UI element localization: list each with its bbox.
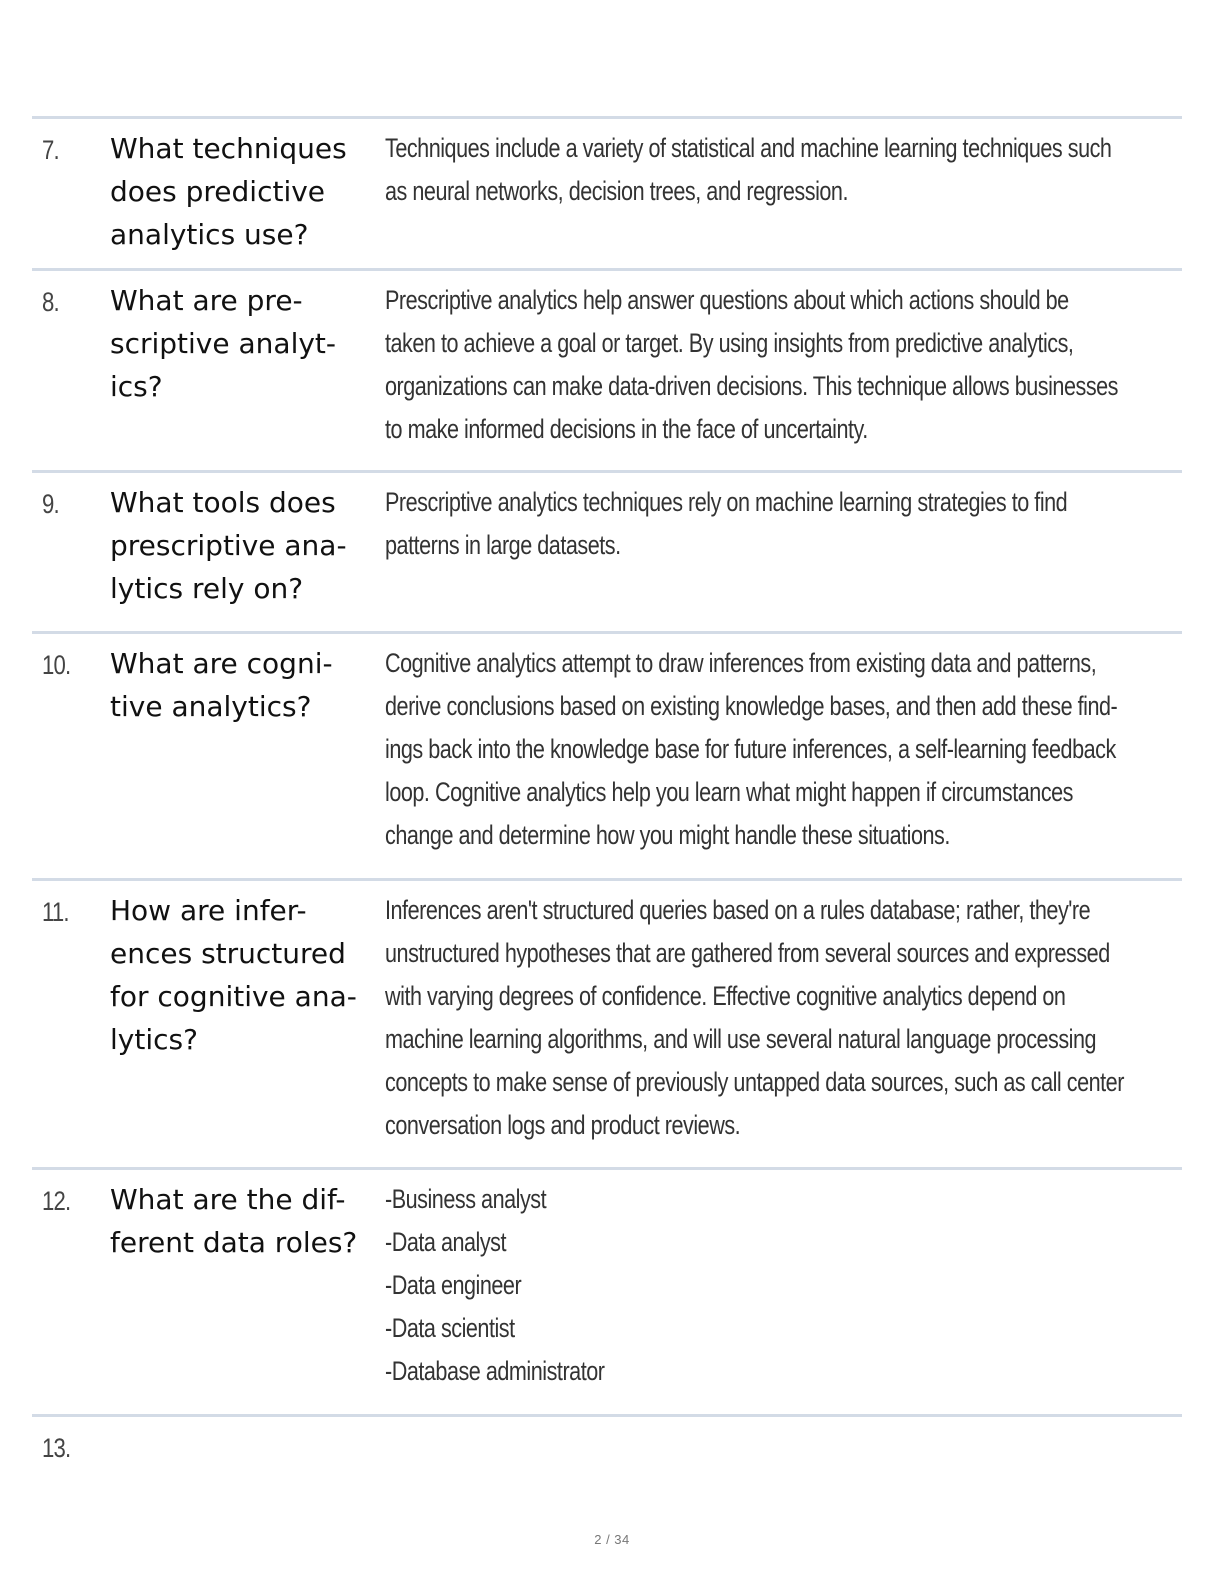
faq-row xyxy=(32,634,1182,881)
faq-table xyxy=(32,116,1182,1497)
question-number: 13. xyxy=(42,1433,71,1463)
question-text: What techniques does predictive analytics use? xyxy=(110,132,347,251)
question-number: 8. xyxy=(42,287,59,317)
question-text: How are infer- ences structured for cognitive ana- lytics? xyxy=(110,894,357,1056)
faq-row xyxy=(32,271,1182,473)
faq-row xyxy=(32,473,1182,634)
question-number: 12. xyxy=(42,1186,71,1216)
answer-text: Cognitive analytics attempt to draw inferences from existing data and patterns, derive conclusions based on existing knowledge bases, and then add these find- ings back into the knowledge base for future inferences, a self-learning feedback loop. Cognitive analytics help you learn what might happen if circumstances change and determine how you might handle these situations. xyxy=(385,648,1118,850)
question-number: 9. xyxy=(42,489,59,519)
answer-text: Inferences aren't structured queries based on a rules database; rather, they're unstructured hypotheses that are gathered from several sources and expressed with varying degrees of confidence. Effective cognitive analytics depend on machine learning algorithms, and will use several natural language processing concepts to make sense of previously untapped data sources, such as call center conversation logs and product reviews. xyxy=(385,895,1124,1140)
page-indicator: 2 / 34 xyxy=(594,1532,630,1547)
question-text: What are the dif- ferent data roles? xyxy=(110,1183,358,1259)
answer-text: Techniques include a variety of statistical and machine learning techniques such as neural networks, decision trees, and regression. xyxy=(385,133,1112,206)
question-number: 10. xyxy=(42,650,71,680)
answer-text: Prescriptive analytics help answer questions about which actions should be taken to achieve a goal or target. By using insights from predictive analytics, organizations can make data-driven decisions. This technique allows businesses to make informed decisions in the face of uncertainty. xyxy=(385,285,1118,444)
faq-row xyxy=(32,1170,1182,1417)
answer-text: Prescriptive analytics techniques rely on machine learning strategies to find patterns in large datasets. xyxy=(385,487,1068,560)
question-text: What tools does prescriptive ana- lytics rely on? xyxy=(110,486,347,605)
faq-row xyxy=(32,1417,1182,1497)
question-text: What are pre- scriptive analyt- ics? xyxy=(110,284,336,403)
question-number: 7. xyxy=(42,135,59,165)
answer-text: -Business analyst -Data analyst -Data engineer -Data scientist -Database administrator xyxy=(385,1184,605,1386)
faq-row xyxy=(32,119,1182,271)
question-text: What are cogni- tive analytics? xyxy=(110,647,333,723)
faq-row xyxy=(32,881,1182,1170)
question-number: 11. xyxy=(42,897,69,927)
